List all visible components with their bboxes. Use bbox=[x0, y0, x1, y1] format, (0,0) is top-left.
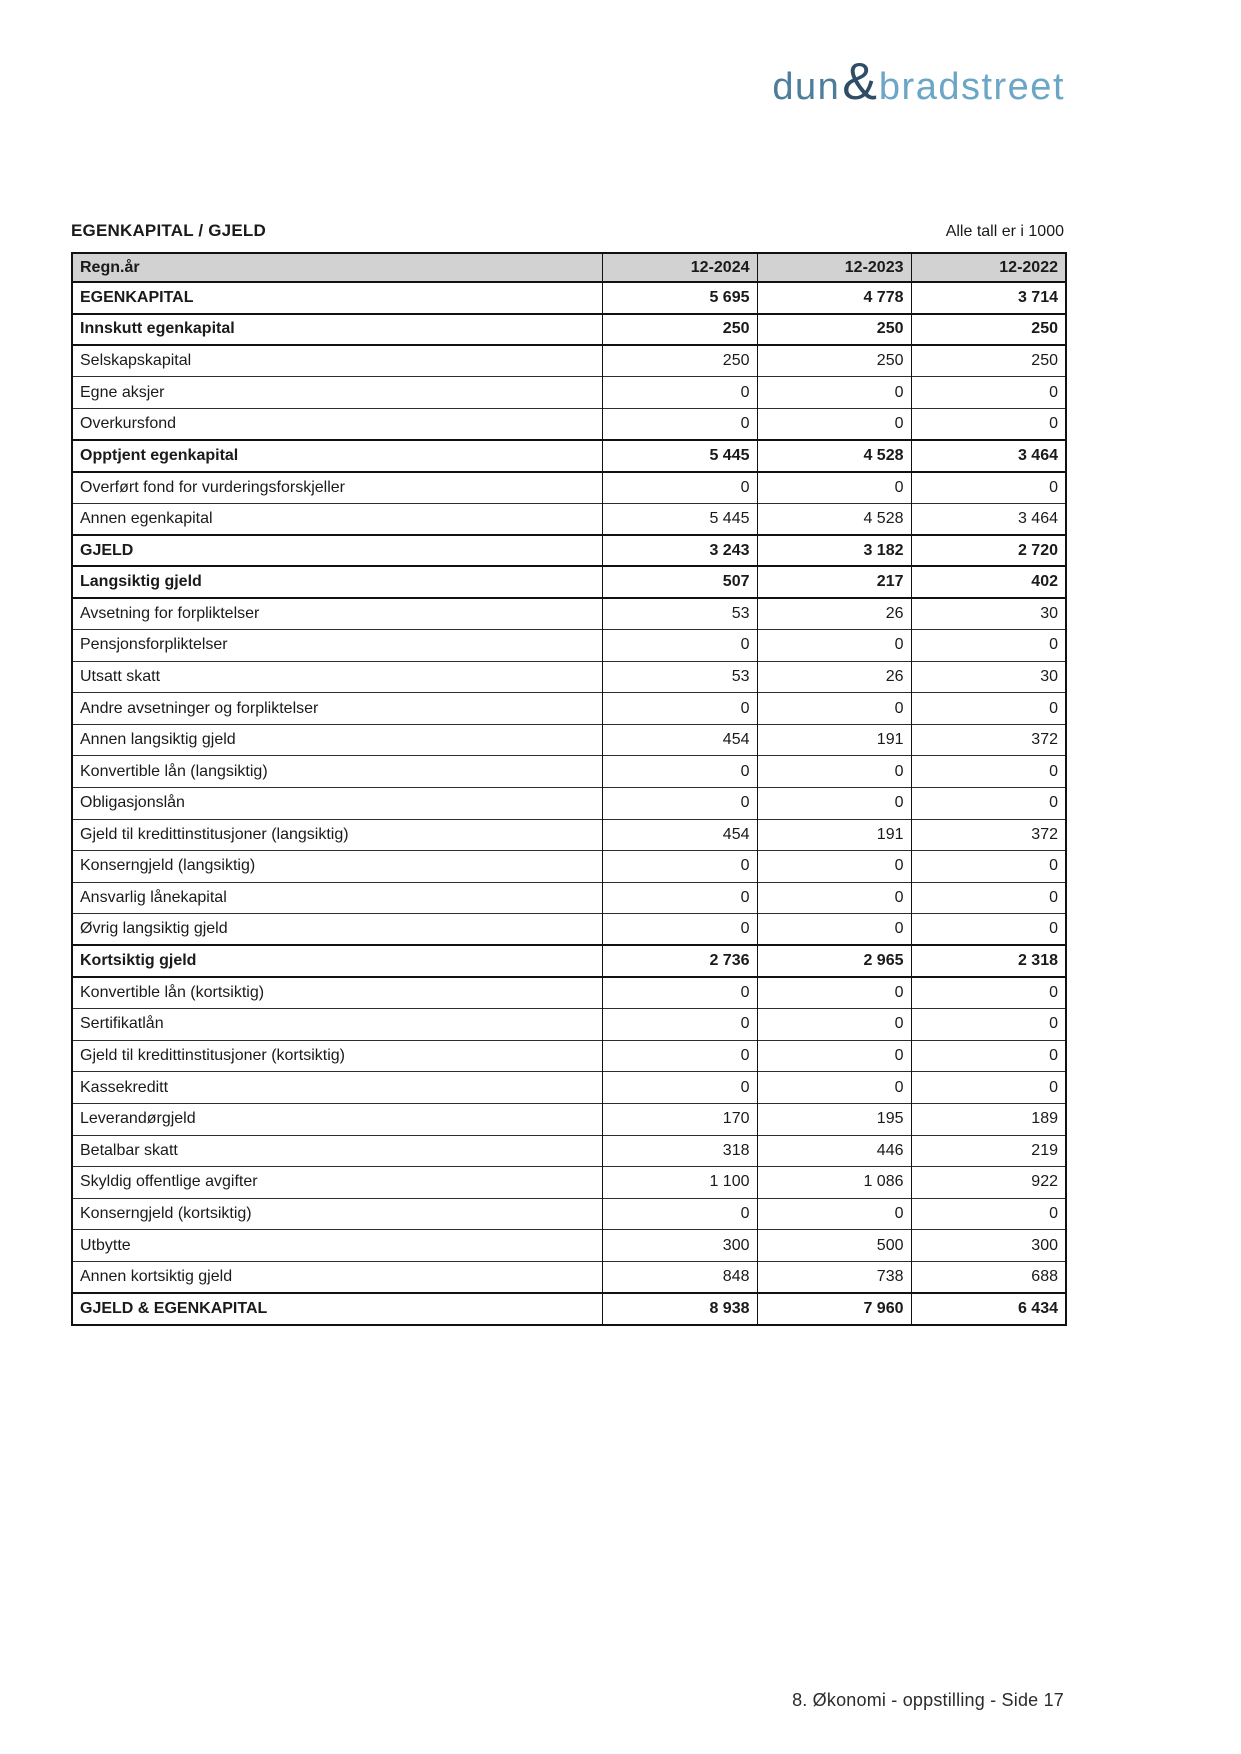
cell-value: 0 bbox=[911, 756, 1066, 788]
row-label: Opptjent egenkapital bbox=[72, 440, 602, 472]
cell-value: 250 bbox=[757, 314, 911, 346]
cell-value: 0 bbox=[602, 882, 757, 914]
row-label: GJELD & EGENKAPITAL bbox=[72, 1293, 602, 1325]
cell-value: 372 bbox=[911, 819, 1066, 851]
cell-value: 848 bbox=[602, 1261, 757, 1293]
table-row bbox=[72, 1103, 1066, 1135]
cell-value: 500 bbox=[757, 1230, 911, 1262]
row-label: Utbytte bbox=[72, 1230, 602, 1262]
row-label: Konvertible lån (kortsiktig) bbox=[72, 977, 602, 1009]
row-label: Langsiktig gjeld bbox=[72, 566, 602, 598]
cell-value: 26 bbox=[757, 598, 911, 630]
cell-value: 0 bbox=[602, 756, 757, 788]
cell-value: 2 965 bbox=[757, 945, 911, 977]
cell-value: 0 bbox=[602, 408, 757, 440]
table-row bbox=[72, 851, 1066, 883]
cell-value: 170 bbox=[602, 1103, 757, 1135]
cell-value: 250 bbox=[911, 314, 1066, 346]
cell-value: 3 243 bbox=[602, 535, 757, 567]
row-label: Gjeld til kredittinstitusjoner (langsiktig) bbox=[72, 819, 602, 851]
cell-value: 26 bbox=[757, 661, 911, 693]
row-label: Andre avsetninger og forpliktelser bbox=[72, 693, 602, 725]
page-title: EGENKAPITAL / GJELD bbox=[71, 221, 266, 240]
cell-value: 446 bbox=[757, 1135, 911, 1167]
row-label: Egne aksjer bbox=[72, 377, 602, 409]
cell-value: 8 938 bbox=[602, 1293, 757, 1325]
table-row bbox=[72, 1261, 1066, 1293]
column-header-year: 12-2023 bbox=[757, 253, 911, 282]
logo-ampersand-icon: & bbox=[842, 53, 877, 111]
cell-value: 0 bbox=[602, 630, 757, 662]
cell-value: 507 bbox=[602, 566, 757, 598]
cell-value: 5 445 bbox=[602, 503, 757, 535]
cell-value: 0 bbox=[911, 408, 1066, 440]
row-label: Obligasjonslån bbox=[72, 788, 602, 820]
row-label: Ansvarlig lånekapital bbox=[72, 882, 602, 914]
cell-value: 0 bbox=[911, 1072, 1066, 1104]
cell-value: 53 bbox=[602, 598, 757, 630]
table-row bbox=[72, 314, 1066, 346]
cell-value: 0 bbox=[602, 851, 757, 883]
table-row bbox=[72, 724, 1066, 756]
cell-value: 0 bbox=[911, 882, 1066, 914]
cell-value: 0 bbox=[602, 914, 757, 946]
cell-value: 922 bbox=[911, 1167, 1066, 1199]
table-row bbox=[72, 882, 1066, 914]
cell-value: 0 bbox=[602, 377, 757, 409]
cell-value: 5 695 bbox=[602, 282, 757, 314]
cell-value: 300 bbox=[911, 1230, 1066, 1262]
row-label: Kortsiktig gjeld bbox=[72, 945, 602, 977]
cell-value: 402 bbox=[911, 566, 1066, 598]
column-header-year: 12-2024 bbox=[602, 253, 757, 282]
column-header-label: Regn.år bbox=[72, 253, 602, 282]
cell-value: 0 bbox=[911, 851, 1066, 883]
cell-value: 0 bbox=[602, 693, 757, 725]
cell-value: 0 bbox=[911, 693, 1066, 725]
table-row bbox=[72, 756, 1066, 788]
table-row bbox=[72, 1167, 1066, 1199]
cell-value: 318 bbox=[602, 1135, 757, 1167]
cell-value: 250 bbox=[911, 345, 1066, 377]
row-label: Overkursfond bbox=[72, 408, 602, 440]
cell-value: 2 318 bbox=[911, 945, 1066, 977]
dun-bradstreet-logo bbox=[772, 53, 1065, 111]
table-row bbox=[72, 472, 1066, 504]
row-label: Betalbar skatt bbox=[72, 1135, 602, 1167]
table-row bbox=[72, 598, 1066, 630]
table-row bbox=[72, 408, 1066, 440]
cell-value: 0 bbox=[602, 1009, 757, 1041]
cell-value: 3 464 bbox=[911, 440, 1066, 472]
heading-row bbox=[71, 221, 1064, 241]
table-row bbox=[72, 377, 1066, 409]
cell-value: 0 bbox=[757, 851, 911, 883]
row-label: Annen egenkapital bbox=[72, 503, 602, 535]
units-note: Alle tall er i 1000 bbox=[945, 223, 1064, 240]
table-row bbox=[72, 345, 1066, 377]
cell-value: 0 bbox=[757, 377, 911, 409]
row-label: Innskutt egenkapital bbox=[72, 314, 602, 346]
cell-value: 0 bbox=[757, 1040, 911, 1072]
row-label: Pensjonsforpliktelser bbox=[72, 630, 602, 662]
cell-value: 0 bbox=[911, 472, 1066, 504]
cell-value: 30 bbox=[911, 598, 1066, 630]
table-row bbox=[72, 1040, 1066, 1072]
cell-value: 0 bbox=[757, 408, 911, 440]
cell-value: 30 bbox=[911, 661, 1066, 693]
cell-value: 2 736 bbox=[602, 945, 757, 977]
table-row bbox=[72, 503, 1066, 535]
row-label: Annen kortsiktig gjeld bbox=[72, 1261, 602, 1293]
row-label: Konvertible lån (langsiktig) bbox=[72, 756, 602, 788]
table-row bbox=[72, 440, 1066, 472]
row-label: Overført fond for vurderingsforskjeller bbox=[72, 472, 602, 504]
row-label: Gjeld til kredittinstitusjoner (kortsiktig) bbox=[72, 1040, 602, 1072]
table-row bbox=[72, 282, 1066, 314]
row-label: Sertifikatlån bbox=[72, 1009, 602, 1041]
row-label: EGENKAPITAL bbox=[72, 282, 602, 314]
row-label: Øvrig langsiktig gjeld bbox=[72, 914, 602, 946]
cell-value: 0 bbox=[602, 1040, 757, 1072]
cell-value: 4 528 bbox=[757, 503, 911, 535]
cell-value: 0 bbox=[757, 977, 911, 1009]
cell-value: 3 182 bbox=[757, 535, 911, 567]
table-row bbox=[72, 1135, 1066, 1167]
cell-value: 2 720 bbox=[911, 535, 1066, 567]
row-label: Leverandørgjeld bbox=[72, 1103, 602, 1135]
row-label: Utsatt skatt bbox=[72, 661, 602, 693]
table-row bbox=[72, 1198, 1066, 1230]
cell-value: 0 bbox=[757, 914, 911, 946]
table-row bbox=[72, 977, 1066, 1009]
cell-value: 1 086 bbox=[757, 1167, 911, 1199]
cell-value: 0 bbox=[757, 472, 911, 504]
row-label: Konserngjeld (kortsiktig) bbox=[72, 1198, 602, 1230]
cell-value: 0 bbox=[911, 788, 1066, 820]
cell-value: 0 bbox=[911, 1040, 1066, 1072]
table-row bbox=[72, 693, 1066, 725]
cell-value: 0 bbox=[911, 1009, 1066, 1041]
cell-value: 0 bbox=[757, 788, 911, 820]
cell-value: 5 445 bbox=[602, 440, 757, 472]
cell-value: 0 bbox=[911, 377, 1066, 409]
cell-value: 6 434 bbox=[911, 1293, 1066, 1325]
cell-value: 7 960 bbox=[757, 1293, 911, 1325]
cell-value: 4 778 bbox=[757, 282, 911, 314]
cell-value: 0 bbox=[602, 1072, 757, 1104]
cell-value: 1 100 bbox=[602, 1167, 757, 1199]
cell-value: 250 bbox=[602, 345, 757, 377]
cell-value: 0 bbox=[757, 1198, 911, 1230]
cell-value: 0 bbox=[602, 472, 757, 504]
cell-value: 0 bbox=[757, 756, 911, 788]
table-row bbox=[72, 566, 1066, 598]
cell-value: 250 bbox=[602, 314, 757, 346]
table-row bbox=[72, 630, 1066, 662]
cell-value: 3 464 bbox=[911, 503, 1066, 535]
cell-value: 0 bbox=[602, 977, 757, 1009]
cell-value: 454 bbox=[602, 724, 757, 756]
table-row bbox=[72, 1230, 1066, 1262]
cell-value: 0 bbox=[911, 977, 1066, 1009]
cell-value: 738 bbox=[757, 1261, 911, 1293]
table-header-row bbox=[72, 253, 1066, 282]
table-row bbox=[72, 661, 1066, 693]
balance-sheet-table bbox=[71, 252, 1067, 1326]
cell-value: 0 bbox=[757, 693, 911, 725]
cell-value: 219 bbox=[911, 1135, 1066, 1167]
cell-value: 0 bbox=[757, 882, 911, 914]
cell-value: 0 bbox=[911, 1198, 1066, 1230]
cell-value: 4 528 bbox=[757, 440, 911, 472]
cell-value: 300 bbox=[602, 1230, 757, 1262]
cell-value: 688 bbox=[911, 1261, 1066, 1293]
column-header-year: 12-2022 bbox=[911, 253, 1066, 282]
table-row bbox=[72, 819, 1066, 851]
table-row bbox=[72, 535, 1066, 567]
cell-value: 0 bbox=[602, 788, 757, 820]
cell-value: 53 bbox=[602, 661, 757, 693]
table-row bbox=[72, 1072, 1066, 1104]
cell-value: 191 bbox=[757, 724, 911, 756]
cell-value: 250 bbox=[757, 345, 911, 377]
table-row bbox=[72, 914, 1066, 946]
table-row bbox=[72, 1293, 1066, 1325]
cell-value: 0 bbox=[757, 1009, 911, 1041]
cell-value: 217 bbox=[757, 566, 911, 598]
cell-value: 0 bbox=[757, 630, 911, 662]
cell-value: 0 bbox=[911, 630, 1066, 662]
cell-value: 191 bbox=[757, 819, 911, 851]
row-label: Skyldig offentlige avgifter bbox=[72, 1167, 602, 1199]
cell-value: 3 714 bbox=[911, 282, 1066, 314]
cell-value: 189 bbox=[911, 1103, 1066, 1135]
row-label: GJELD bbox=[72, 535, 602, 567]
row-label: Annen langsiktig gjeld bbox=[72, 724, 602, 756]
cell-value: 454 bbox=[602, 819, 757, 851]
table-row bbox=[72, 1009, 1066, 1041]
logo-text-bradstreet: bradstreet bbox=[878, 66, 1065, 108]
row-label: Selskapskapital bbox=[72, 345, 602, 377]
page-footer: 8. Økonomi - oppstilling - Side 17 bbox=[792, 1690, 1064, 1710]
cell-value: 0 bbox=[602, 1198, 757, 1230]
row-label: Avsetning for forpliktelser bbox=[72, 598, 602, 630]
cell-value: 0 bbox=[757, 1072, 911, 1104]
row-label: Konserngjeld (langsiktig) bbox=[72, 851, 602, 883]
row-label: Kassekreditt bbox=[72, 1072, 602, 1104]
cell-value: 372 bbox=[911, 724, 1066, 756]
cell-value: 195 bbox=[757, 1103, 911, 1135]
table-row bbox=[72, 945, 1066, 977]
logo-text-dun: dun bbox=[772, 66, 841, 108]
cell-value: 0 bbox=[911, 914, 1066, 946]
table-row bbox=[72, 788, 1066, 820]
